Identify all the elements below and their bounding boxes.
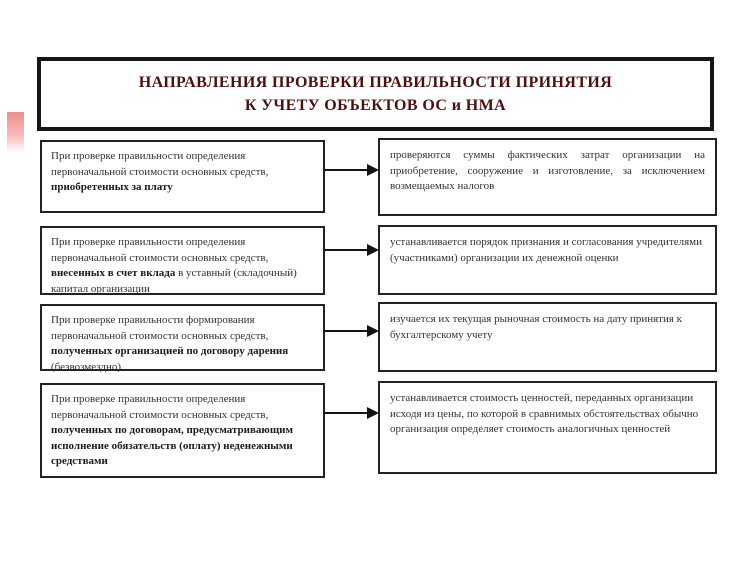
arrow-row-3 <box>325 330 367 332</box>
result-box-comparable-values <box>378 381 717 474</box>
condition-box-acquired-for-payment <box>40 140 325 213</box>
result-box-market-value <box>378 302 717 372</box>
condition-text: При проверке правильности формирования первоначальной стоимости основных средств, <box>51 314 269 342</box>
condition-box-gift-agreement <box>40 304 325 371</box>
condition-text: При проверке правильности определения первоначальной стоимости основных средств, <box>51 236 269 264</box>
result-text: устанавливается стоимость ценностей, переданных организации исходя из цены, по которой в сравнимых обстоятельствах обычно организация определяет стоимость аналогичных ценностей <box>390 392 699 436</box>
condition-box-non-monetary-payment <box>40 383 325 478</box>
arrow-row-2 <box>325 249 367 251</box>
result-box-actual-costs <box>378 138 717 216</box>
condition-text-bold: приобретенных за плату <box>51 181 173 194</box>
arrow-row-1 <box>325 169 367 171</box>
result-text: проверяются суммы фактических затрат организации на приобретение, сооружение и изготовление, за исключением возмещаемых налогов <box>390 149 705 193</box>
result-text: изучается их текущая рыночная стоимость на дату принятия к бухгалтерскому учету <box>390 313 683 341</box>
condition-box-charter-capital-contribution <box>40 226 325 295</box>
accent-marker <box>7 112 24 153</box>
condition-text-bold: внесенных в счет вклада <box>51 267 176 280</box>
condition-text: При проверке правильности определения первоначальной стоимости основных средств, <box>51 393 269 421</box>
diagram-title-line-1: НАПРАВЛЕНИЯ ПРОВЕРКИ ПРАВИЛЬНОСТИ ПРИНЯТИЯ <box>138 73 613 91</box>
condition-text-bold: полученных по договорам, предусматривающим исполнение обязательств (оплату) неденежными средствами <box>51 424 293 468</box>
diagram-title-line-2: К УЧЕТУ ОБЪЕКТОВ ОС и НМА <box>244 97 507 114</box>
result-box-founders-valuation <box>378 225 717 295</box>
diagram-title-box <box>37 57 714 131</box>
condition-text-tail: (безвозмездно) <box>51 360 122 373</box>
arrow-row-4 <box>325 412 367 414</box>
result-text: устанавливается порядок признания и согласования учредителями (участниками) организации их денежной оценки <box>390 236 703 264</box>
condition-text-tail: в уставный (складочный) капитал организации <box>51 267 297 295</box>
condition-text-bold: полученных организацией по договору дарения <box>51 345 289 358</box>
condition-text: При проверке правильности определения первоначальной стоимости основных средств, <box>51 150 269 178</box>
